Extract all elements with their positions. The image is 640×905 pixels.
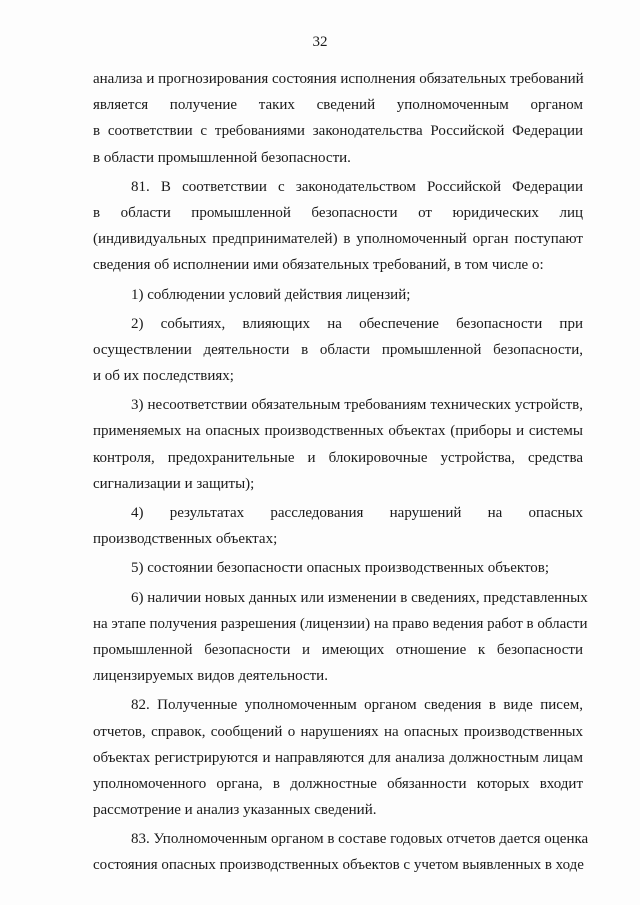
text-line: 83. Уполномоченным органом в составе годовых отчетов дается оценка bbox=[131, 831, 589, 848]
text-line: 3) несоответствии обязательным требованиям технических устройств, bbox=[131, 397, 583, 414]
text-line: и об их последствиях; bbox=[93, 368, 234, 385]
paragraph-83 bbox=[93, 826, 589, 878]
text-line: 6) наличии новых данных или изменении в сведениях, представленных bbox=[131, 589, 588, 606]
text-line: промышленной безопасности и имеющих отношение к безопасности bbox=[93, 641, 583, 658]
text-line: в области промышленной безопасности. bbox=[93, 149, 351, 166]
text-line: на этапе получения разрешения (лицензии) на право ведения работ в области bbox=[93, 615, 588, 632]
text-line: объектах регистрируются и направляются для анализа должностным лицам bbox=[93, 749, 583, 766]
text-line: анализа и прогнозирования состояния исполнения обязательных требований bbox=[93, 71, 584, 87]
text-line: (индивидуальных предпринимателей) в уполномоченный орган поступают bbox=[93, 231, 583, 248]
text-line: сигнализации и защиты); bbox=[93, 475, 255, 492]
list-item-3 bbox=[93, 392, 583, 497]
text-line: 2) событиях, влияющих на обеспечение безопасности при bbox=[131, 315, 583, 332]
text-line: уполномоченного органа, в должностные обязанности которых входит bbox=[93, 775, 583, 792]
text-line: 4) результатах расследования нарушений на опасных bbox=[131, 505, 583, 521]
text-line: осуществлении деятельности в области промышленной безопасности, bbox=[93, 341, 583, 358]
text-line: 5) состоянии безопасности опасных производственных объектов; bbox=[131, 560, 550, 577]
list-item-6 bbox=[93, 585, 588, 690]
text-line: применяемых на опасных производственных объектах (приборы и системы bbox=[93, 423, 583, 440]
text-line: в соответствии с требованиями законодательства Российской Федерации bbox=[93, 123, 583, 140]
text-line: рассмотрение и анализ указанных сведений. bbox=[93, 802, 377, 819]
text-line: контроля, предохранительные и блокировочные устройства, средства bbox=[93, 449, 583, 466]
text-line: состояния опасных производственных объектов с учетом выявленных в ходе bbox=[93, 857, 584, 874]
list-item-5 bbox=[93, 555, 583, 581]
page-number: 32 bbox=[312, 34, 328, 50]
paragraph-81 bbox=[93, 174, 583, 279]
paragraph-82 bbox=[93, 692, 583, 823]
document-body bbox=[93, 66, 589, 882]
text-line: 82. Полученные уполномоченным органом сведения в виде писем, bbox=[131, 697, 583, 714]
text-line: 81. В соответствии с законодательством Российской Федерации bbox=[131, 178, 583, 195]
text-line: является получение таких сведений уполномоченным органом bbox=[93, 97, 583, 114]
list-item-4 bbox=[93, 500, 583, 552]
list-item-1 bbox=[93, 282, 583, 308]
paragraph-continuation bbox=[93, 66, 583, 171]
text-line: лицензируемых видов деятельности. bbox=[93, 668, 328, 685]
text-line: отчетов, справок, сообщений о нарушениях на опасных производственных bbox=[93, 723, 583, 740]
text-line: производственных объектах; bbox=[93, 531, 278, 548]
list-item-2 bbox=[93, 311, 583, 390]
text-line: 1) соблюдении условий действия лицензий; bbox=[131, 286, 411, 303]
text-line: сведения об исполнении ими обязательных требований, в том числе о: bbox=[93, 257, 544, 274]
text-line: в области промышленной безопасности от юридических лиц bbox=[93, 204, 583, 221]
